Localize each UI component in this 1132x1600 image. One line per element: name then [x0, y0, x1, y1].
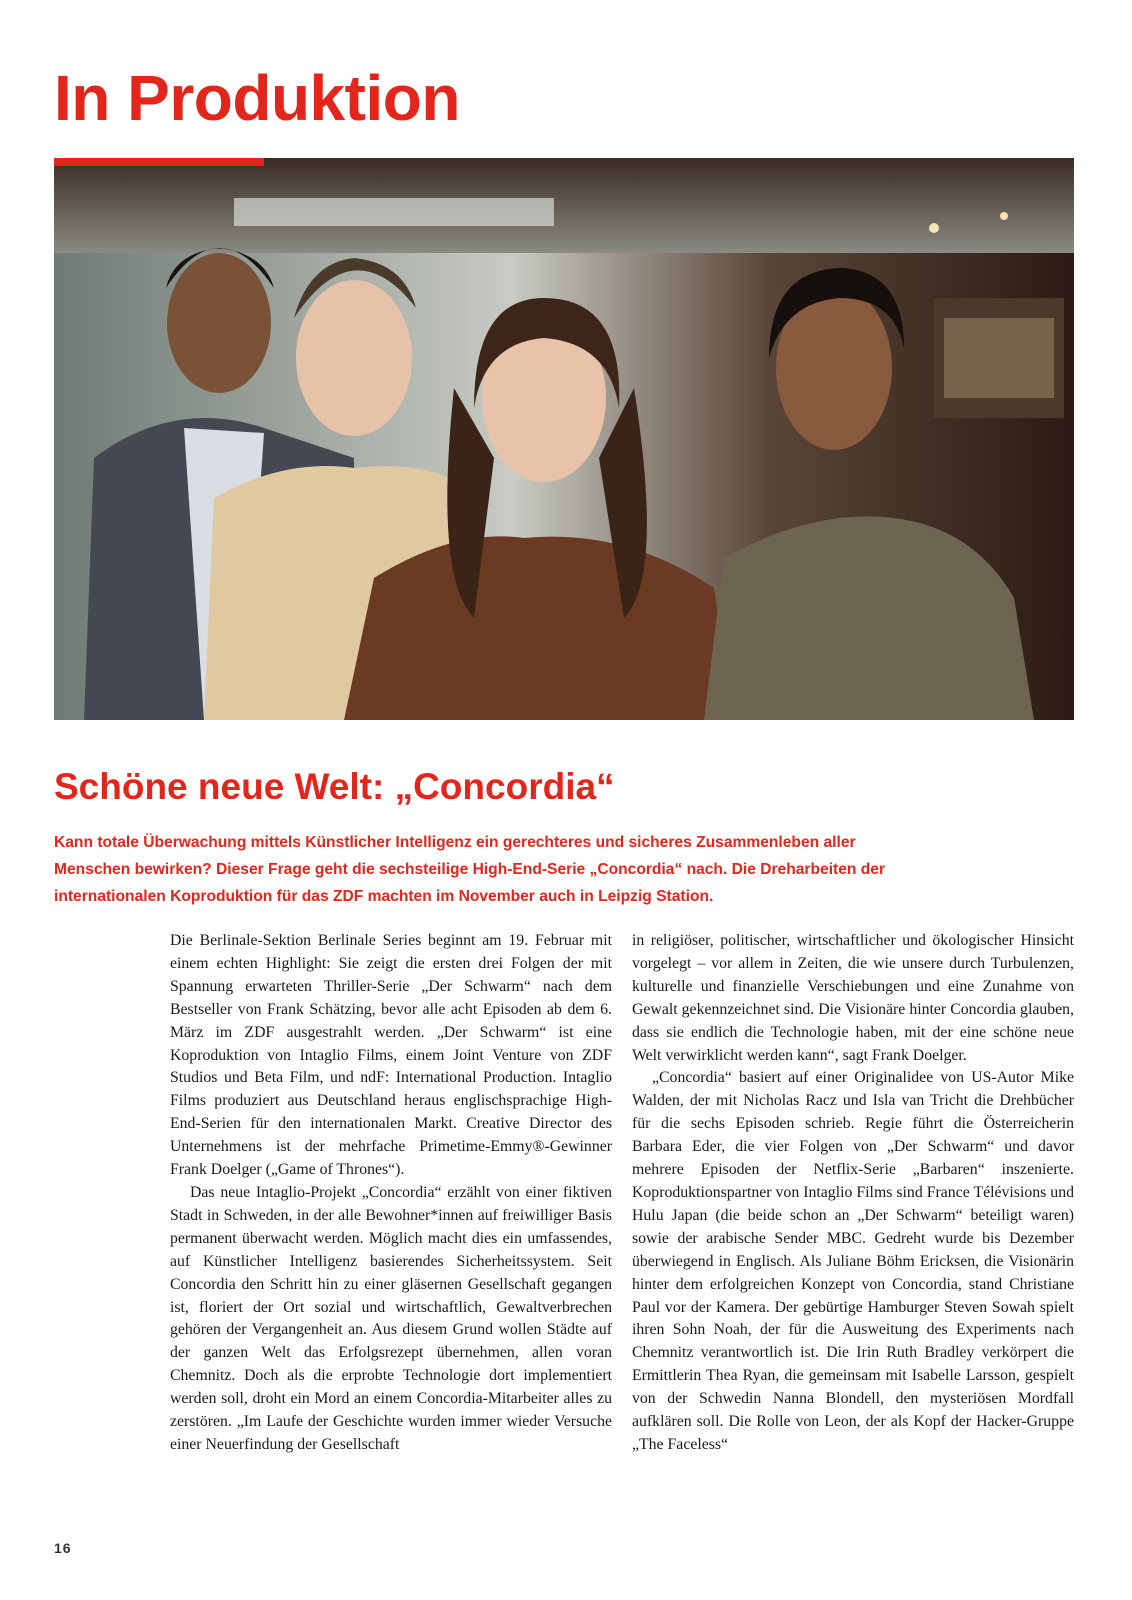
- section-title: In Produktion: [54, 62, 460, 134]
- body-paragraph: in religiöser, politischer, wirtschaftlicher und ökologischer Hinsicht vorgelegt – vor allem in Zeiten, die wie unsere durch Turbulenzen, kulturelle und finanzielle Verschiebungen und eine Zunahme von Gewalt gekennzeichnet sind. Die Visionäre hinter Concordia glauben, dass sie endlich die Technologie haben, mit der eine schöne neue Welt verwirklicht werden kann“, sagt Frank Doelger.: [632, 932, 1074, 1064]
- article-headline: Schöne neue Welt: „Concordia“: [54, 766, 615, 807]
- cast-photo: [54, 158, 1074, 720]
- page-number: 16: [54, 1540, 72, 1556]
- body-column-left: [170, 930, 612, 1457]
- article-lead: Kann totale Überwachung mittels Künstlicher Intelligenz ein gerechteres und sicheres Zusammenleben aller Menschen bewirken? Dieser Frage geht die sechsteilige High-End-Serie „Concordia“ nach. Die Dreharbeiten der internationalen Koproduktion für das ZDF machten im November auch in Leipzig Station.: [54, 834, 886, 905]
- photo-accent-bar: [54, 158, 264, 166]
- body-column-right: [632, 930, 1074, 1457]
- body-paragraph: Das neue Intaglio-Projekt „Concordia“ erzählt von einer fiktiven Stadt in Schweden, in der alle Bewohner*innen auf freiwilliger Basis permanent überwacht werden. Möglich macht dies ein umfassendes, auf Künstlicher Intelligenz basierendes Sicherheitssystem. Seit Concordia den Schritt hin zu einer gläsernen Gesellschaft gegangen ist, floriert der Ort sozial und wirtschaftlich, Gewaltverbrechen gehören der Vergangenheit an. Aus diesem Grund wollen Städte auf der ganzen Welt das Erfolgsrezept übernehmen, allen voran Chemnitz. Doch als die erprobte Technologie dort implementiert werden soll, droht ein Mord an einem Concordia-Mitarbeiter alles zu zerstören. „Im Laufe der Geschichte wurden immer wieder Versuche einer Neuerfindung der Gesellschaft: [170, 1183, 612, 1453]
- body-paragraph: Die Berlinale-Sektion Berlinale Series beginnt am 19. Februar mit einem echten Highlight: Sie zeigt die ersten drei Folgen der mit Spannung erwarteten Thriller-Serie „Der Schwarm“ nach dem Bestseller von Frank Schätzing, bevor alle acht Episoden ab dem 6. März im ZDF ausgestrahlt werden. „Der Schwarm“ ist eine Koproduktion von Intaglio Films, einem Joint Venture von ZDF Studios und Beta Film, und ndF: International Production. Intaglio Films produziert aus Deutschland heraus englischsprachige High-End-Serien für den internationalen Markt. Creative Director des Unternehmens ist der mehrfache Primetime-Emmy®-Gewinner Frank Doelger („Game of Thrones“).: [170, 932, 612, 1179]
- body-paragraph: „Concordia“ basiert auf einer Originalidee von US-Autor Mike Walden, der mit Nicholas Racz und Isla van Tricht die Drehbücher für die sechs Episoden schrieb. Regie führt die Österreicherin Barbara Eder, die vier Folgen von „Der Schwarm“ und davor mehrere Episoden der Netflix-Serie „Barbaren“ inszenierte. Koproduktionspartner von Intaglio Films sind France Télévisions und Hulu Japan (die beide schon an „Der Schwarm“ beteiligt waren) sowie der arabische Sender MBC. Gedreht wurde bis Dezember überwiegend in Englisch. Als Juliane Böhm Ericksen, die Visionärin hinter dem erfolgreichen Konzept von Concordia, stand Christiane Paul vor der Kamera. Der gebürtige Hamburger Steven Sowah spielt ihren Sohn Noah, der für die Ausweitung des Experiments nach Chemnitz verantwortlich ist. Die Irin Ruth Bradley verkörpert die Ermittlerin Thea Ryan, die gemeinsam mit Isabelle Larsson, gespielt von der Schwedin Nanna Blondell, den mysteriösen Mordfall aufklären soll. Die Rolle von Leon, der als Kopf der Hacker-Gruppe „The Faceless“: [632, 1069, 1074, 1453]
